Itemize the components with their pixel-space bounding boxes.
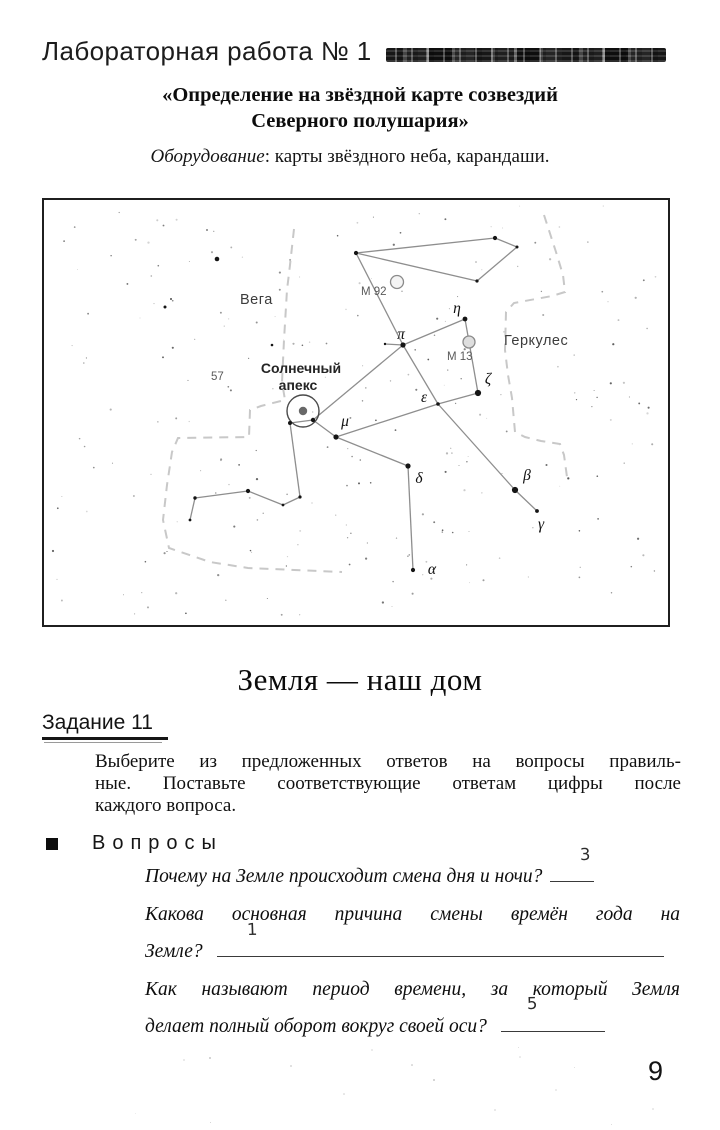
star-map xyxy=(42,198,670,627)
map-text-labels xyxy=(211,292,568,578)
line-apex-left-apex-right xyxy=(290,420,313,423)
star-apex-right xyxy=(311,418,315,422)
star-epsilon xyxy=(436,402,440,406)
star-quad-a xyxy=(354,251,358,255)
page-number: 9 xyxy=(648,1056,664,1086)
star-eta xyxy=(463,317,468,322)
question-2-line-1: Какова основная причина смены времён года на xyxy=(145,903,680,925)
greek-label-ε: ε xyxy=(420,389,428,406)
line-pi-rho xyxy=(385,344,403,345)
greek-label-μ: μ xyxy=(341,413,349,430)
star-gamma xyxy=(535,509,539,513)
star-delta xyxy=(405,463,410,468)
constellation-boundaries xyxy=(163,215,567,572)
solar-apex-dot xyxy=(299,407,307,415)
dso-M 13 xyxy=(463,336,475,348)
greek-label-γ: γ xyxy=(537,516,545,533)
map-label-57: 57 xyxy=(211,371,224,383)
line-quad-b-quad-c xyxy=(495,238,517,247)
constellation-stars xyxy=(164,236,539,572)
greek-label-δ: δ xyxy=(415,470,423,487)
star-quad-b xyxy=(493,236,497,240)
map-label-Вега: Вега xyxy=(240,292,273,308)
equipment-label: Оборудование xyxy=(150,146,265,167)
questions-heading-label: Вопросы xyxy=(92,832,223,854)
dso-M 92 xyxy=(391,276,404,289)
line-oph-4-oph-5 xyxy=(190,498,195,520)
question-3-line-2 xyxy=(145,994,680,1046)
star-lyr-3 xyxy=(271,344,274,347)
star-alpha xyxy=(411,568,415,572)
line-epsilon-mu xyxy=(336,404,438,437)
deep-sky-objects xyxy=(361,276,475,364)
task-instruction xyxy=(95,751,681,816)
task-underline xyxy=(42,737,168,740)
star-vega xyxy=(215,257,220,262)
line-beta-gamma xyxy=(515,490,537,511)
question-1 xyxy=(145,844,680,896)
question-3-answer: 5 xyxy=(526,994,538,1014)
greek-label-π: π xyxy=(397,326,405,343)
line-pi-eta xyxy=(403,319,465,345)
bullet-square-icon xyxy=(46,838,58,850)
star-apex-left xyxy=(288,421,292,425)
questions-heading xyxy=(46,832,223,855)
questions-block xyxy=(145,844,680,1046)
lab-work-header: Лабораторная работа № 1 xyxy=(42,36,372,66)
star-oph-2 xyxy=(282,504,285,507)
line-mu-apex-right xyxy=(313,420,336,437)
question-3-tail: делает полный оборот вокруг своей оси? xyxy=(145,1016,487,1038)
question-2-answer: 1 xyxy=(246,920,258,940)
task-underline-shadow xyxy=(44,742,162,743)
line-zeta-epsilon xyxy=(438,393,478,404)
line-epsilon-beta xyxy=(438,404,515,490)
instruction-line-1: Выберите из предложенных ответов на вопросы правиль- xyxy=(95,751,681,772)
map-label-Геркулес: Геркулес xyxy=(504,333,569,349)
lab-title-line-1: «Определение на звёздной карте созвездий xyxy=(162,84,558,106)
lab-title xyxy=(0,82,720,134)
line-quad-a-pi xyxy=(356,253,403,345)
star-lyr-1 xyxy=(164,306,167,309)
star-field-speckles xyxy=(52,206,656,616)
line-oph-2-oph-3 xyxy=(248,491,283,505)
star-oph-4 xyxy=(193,496,196,499)
greek-label-α: α xyxy=(427,561,437,578)
dso-label-M 13: M 13 xyxy=(447,351,473,363)
star-zeta xyxy=(475,390,481,396)
star-quad-d xyxy=(475,279,478,282)
task-label: Задание 11 xyxy=(42,711,153,734)
instruction-line-3: каждого вопроса. xyxy=(95,794,237,816)
line-pi-apex-right xyxy=(313,345,403,420)
line-mu-delta xyxy=(336,437,408,466)
equipment-text: : карты звёздного неба, карандаши. xyxy=(264,146,550,167)
star-pi xyxy=(400,342,405,347)
greek-label-η: η xyxy=(453,300,461,317)
star-lyr-2 xyxy=(170,298,172,300)
solar-apex-marker xyxy=(261,360,341,427)
star-oph-1 xyxy=(298,495,301,498)
question-1-answer-blank xyxy=(550,844,594,882)
solar-apex-label-2: апекс xyxy=(278,377,318,393)
header-decorative-bar xyxy=(386,48,666,62)
question-2-answer-blank xyxy=(217,920,664,957)
star-mu xyxy=(333,434,338,439)
line-oph-1-oph-2 xyxy=(283,497,300,505)
question-3-answer-blank xyxy=(501,994,605,1032)
star-map-svg xyxy=(44,200,668,625)
greek-label-ζ: ζ xyxy=(484,371,492,388)
equipment-line xyxy=(0,146,710,168)
question-2-line-2 xyxy=(145,920,680,971)
dso-label-M 92: M 92 xyxy=(361,286,387,298)
line-oph-3-oph-4 xyxy=(195,491,248,498)
greek-label-β: β xyxy=(523,467,531,484)
star-oph-5 xyxy=(189,519,192,522)
line-quad-c-quad-d xyxy=(477,247,517,281)
line-quad-d-quad-a xyxy=(356,253,477,281)
lab-title-line-2: Северного полушария» xyxy=(251,110,469,132)
question-1-text: Почему на Земле происходит смена дня и ночи? xyxy=(145,866,543,887)
question-1-answer: 3 xyxy=(579,844,591,865)
instruction-line-2: ные. Поставьте соответствующие ответам цифры после xyxy=(95,772,681,794)
question-3-line-1: Как называют период времени, за который Земля xyxy=(145,978,680,1000)
star-quad-c xyxy=(516,246,519,249)
line-apex-left-oph-1 xyxy=(290,423,300,497)
star-oph-3 xyxy=(246,489,250,493)
solar-apex-label-1: Солнечный xyxy=(260,360,342,376)
star-rho xyxy=(384,343,386,345)
section-title: Земля — наш дом xyxy=(237,662,483,697)
question-2-tail: Земле? xyxy=(145,941,203,963)
line-quad-a-quad-b xyxy=(356,238,495,253)
star-beta xyxy=(512,487,518,493)
